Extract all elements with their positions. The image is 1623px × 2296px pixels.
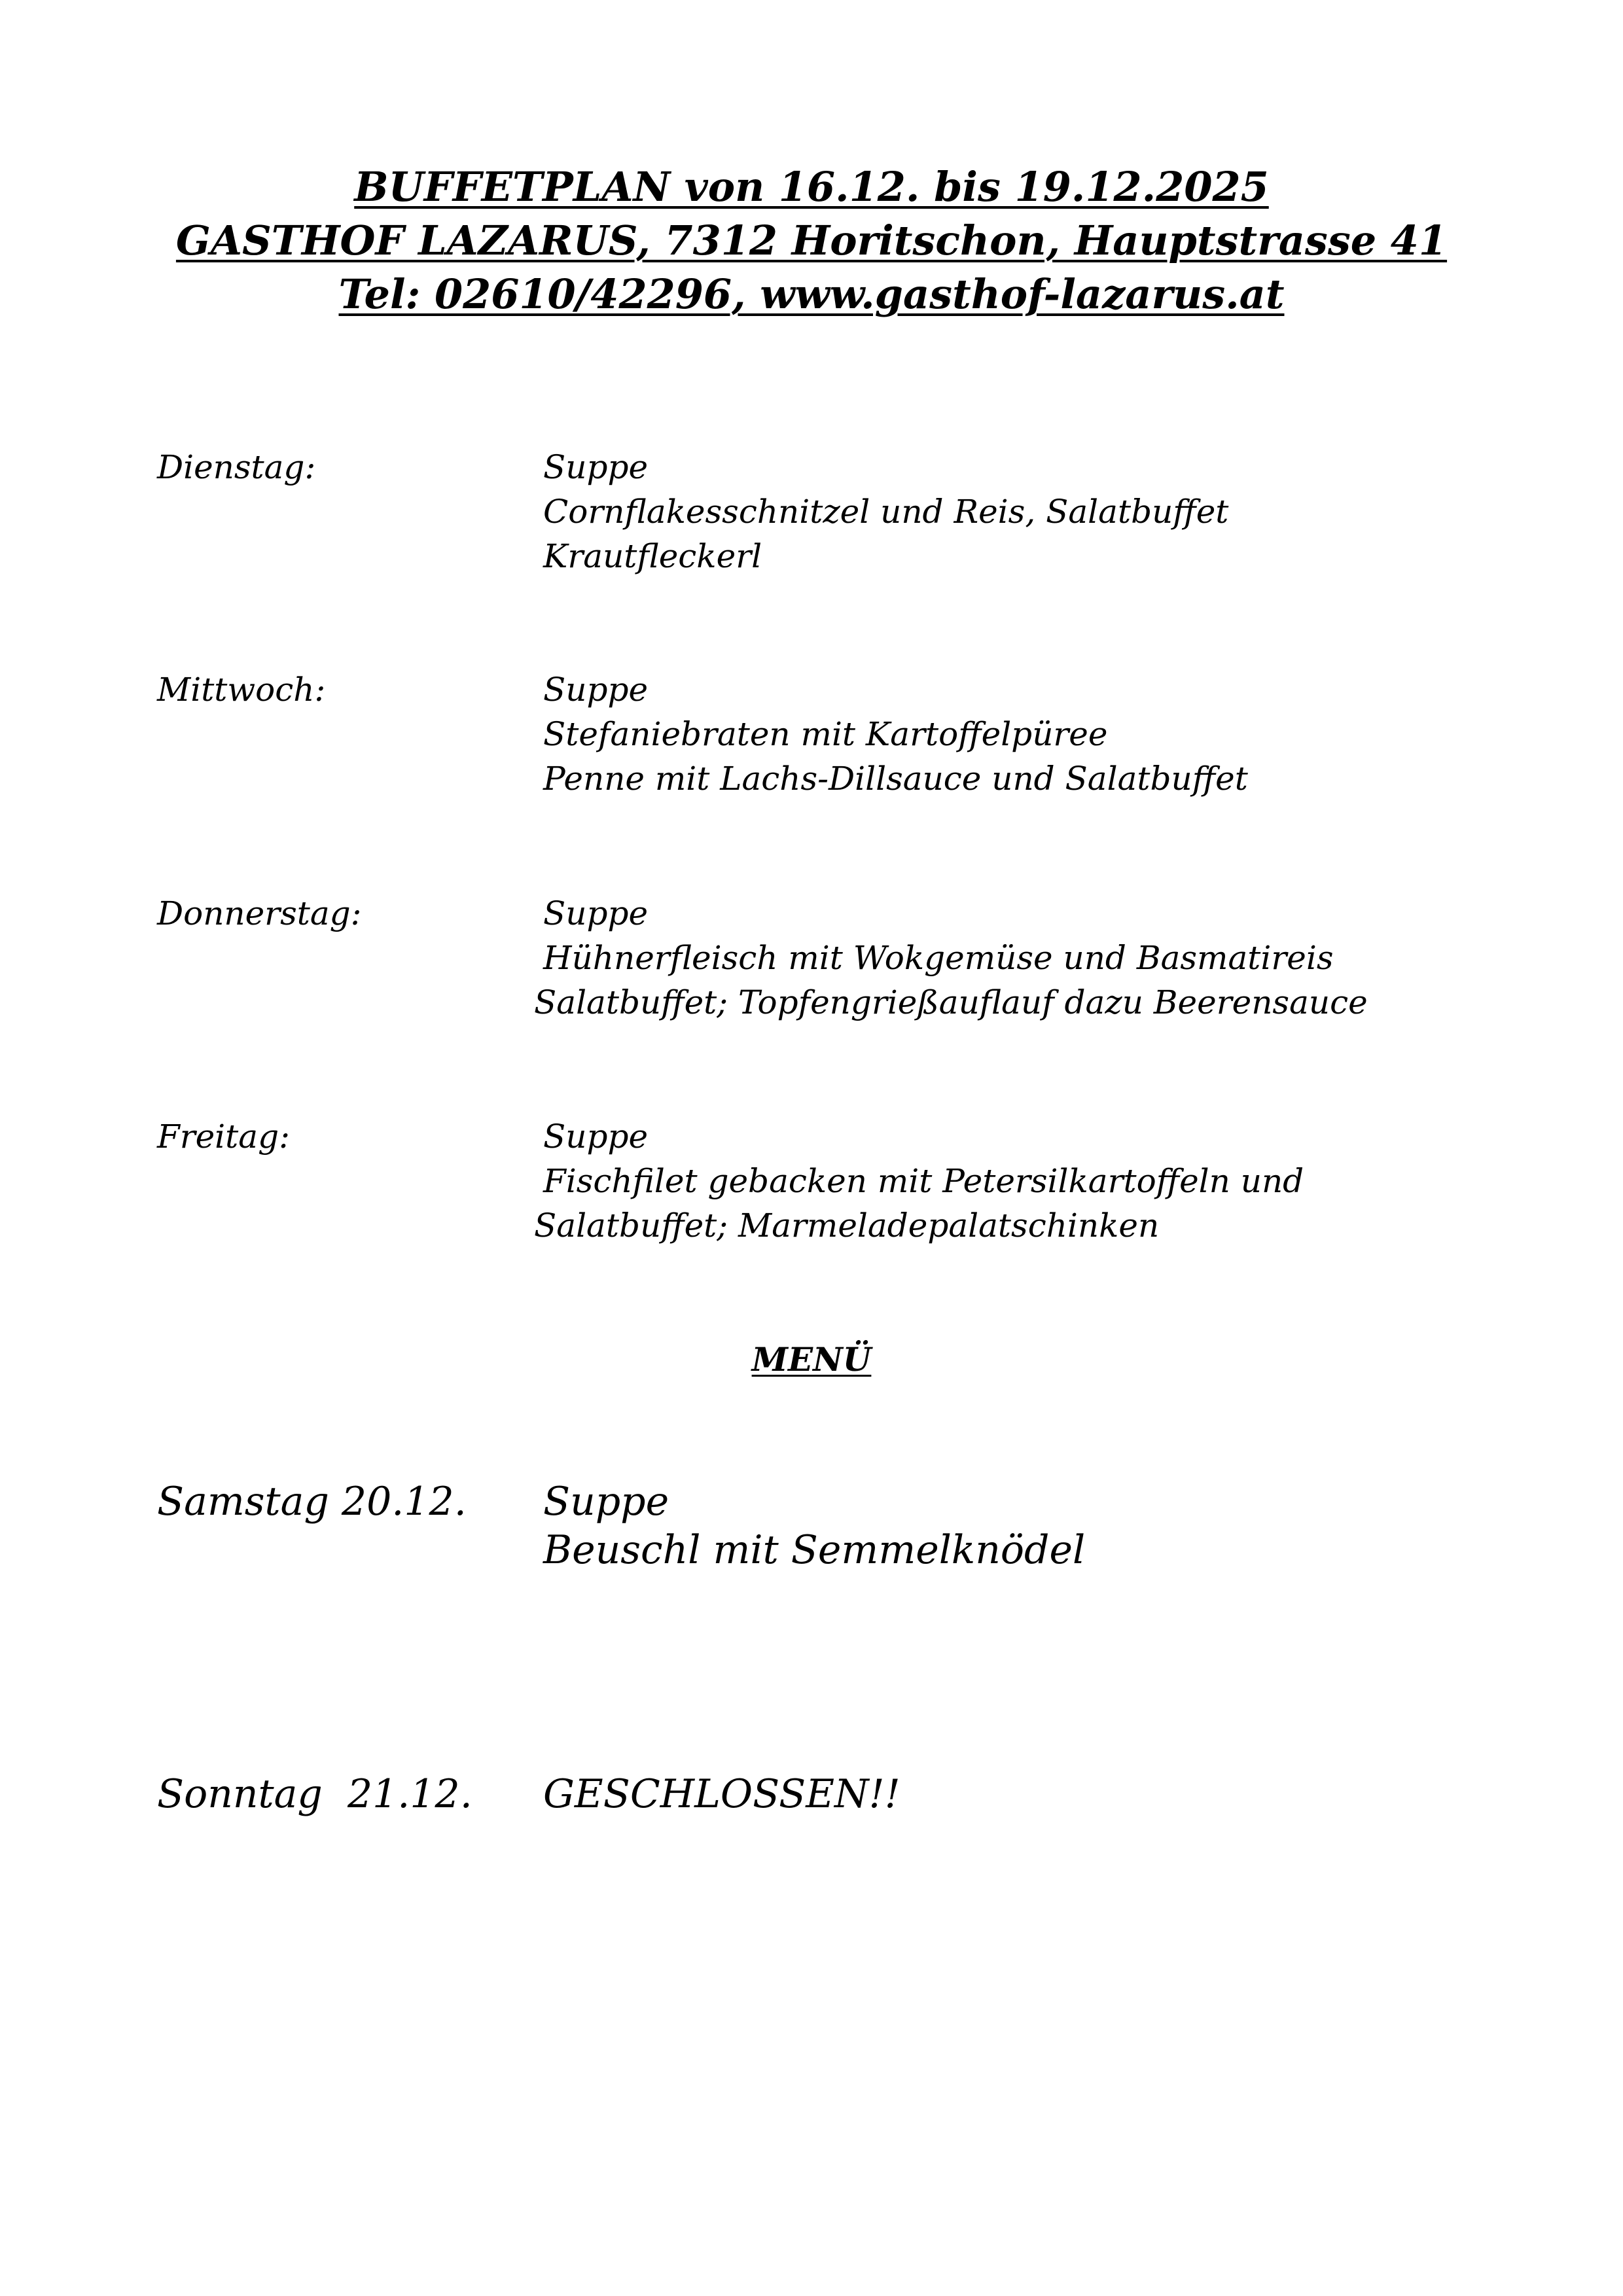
dish-list xyxy=(534,891,1368,1025)
document-header xyxy=(0,160,1623,321)
dish-item: Suppe xyxy=(543,894,649,932)
dish-list xyxy=(543,445,1228,578)
dish-item: Suppe xyxy=(543,1479,669,1525)
dish-item: Suppe xyxy=(543,671,649,709)
dish-item: Hühnerfleisch mit Wokgemüse und Basmatireis xyxy=(543,939,1334,977)
header-title: BUFFETPLAN von 16.12. bis 19.12.2025 xyxy=(354,163,1269,211)
dish-list xyxy=(543,1770,901,1818)
header-contact: Tel: 02610/42296, www.gasthof-lazarus.at xyxy=(338,270,1285,318)
dish-item: Krautfleckerl xyxy=(543,537,762,575)
dish-item: Cornflakesschnitzel und Reis, Salatbuffet xyxy=(543,493,1229,531)
dish-item: Salatbuffet; Marmeladepalatschinken xyxy=(534,1207,1160,1245)
day-name: Sonntag 21.12. xyxy=(157,1771,473,1817)
closed-notice: GESCHLOSSEN!! xyxy=(543,1771,901,1817)
day-name: Freitag: xyxy=(157,1118,290,1156)
dish-item: Penne mit Lachs-Dillsauce und Salatbuffet xyxy=(543,760,1248,798)
dish-item: Beuschl mit Semmelknödel xyxy=(543,1527,1086,1573)
dish-list xyxy=(534,1114,1304,1248)
dish-list xyxy=(543,667,1248,801)
day-name: Mittwoch: xyxy=(157,671,326,709)
header-address: GASTHOF LAZARUS, 7312 Horitschon, Hauptstrasse 41 xyxy=(175,217,1448,264)
dish-item: Suppe xyxy=(543,1118,649,1156)
dish-item: Fischfilet gebacken mit Petersilkartoffeln und xyxy=(543,1162,1304,1200)
day-name: Donnerstag: xyxy=(157,894,362,932)
menu-heading: MENÜ xyxy=(751,1340,872,1379)
dish-item: Suppe xyxy=(543,448,649,486)
dish-list xyxy=(543,1477,1085,1574)
day-name: Samstag 20.12. xyxy=(157,1479,467,1525)
dish-item: Stefaniebraten mit Kartoffelpüree xyxy=(543,715,1108,753)
dish-item: Salatbuffet; Topfengrießauflauf dazu Beerensauce xyxy=(534,983,1368,1021)
day-name: Dienstag: xyxy=(157,448,316,486)
